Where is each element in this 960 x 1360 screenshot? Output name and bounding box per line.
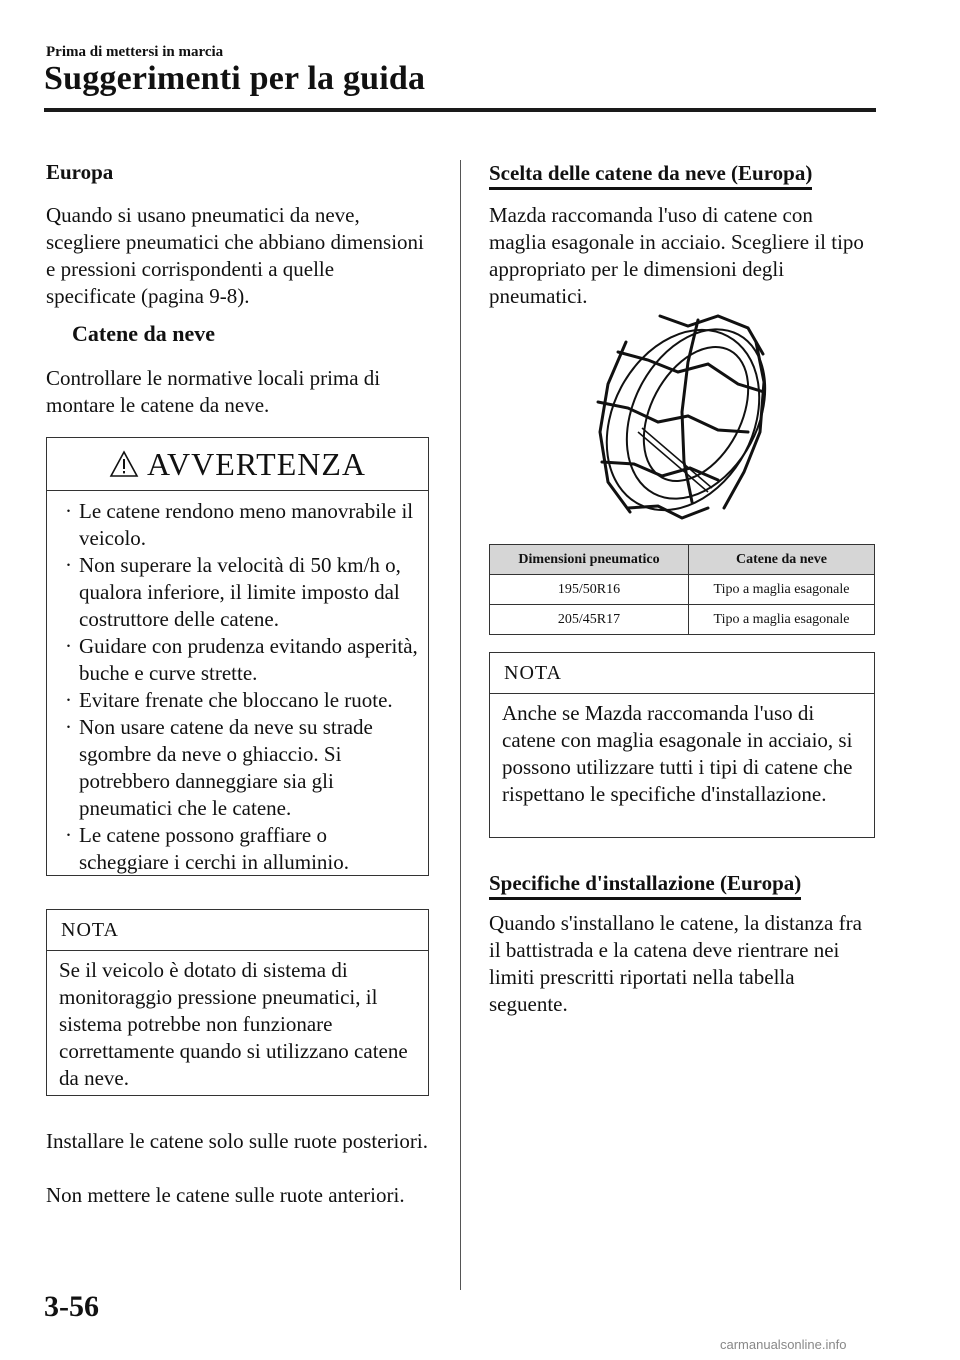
note-title: NOTA: [47, 910, 428, 951]
note-box-left: [46, 909, 429, 1096]
catene-heading: Catene da neve: [72, 321, 215, 346]
europa-heading: Europa: [46, 160, 114, 184]
warning-item: · Guidare con prudenza evitando asperità, buche e curve strette.: [69, 633, 418, 687]
note-box-right: [489, 652, 875, 838]
warning-item: · Evitare frenate che bloccano le ruote.: [69, 687, 418, 714]
chain-type-cell: Tipo a maglia esagonale: [689, 605, 875, 635]
catene-text: Controllare le normative locali prima di montare le catene da neve.: [46, 366, 381, 417]
table-header-tire-size: Dimensioni pneumatico: [490, 545, 689, 575]
warning-triangle-icon: [109, 450, 139, 478]
watermark: carmanualsonline.info: [720, 1337, 847, 1352]
warning-box: [46, 437, 429, 876]
warning-item: · Non usare catene da neve su strade sgombre da neve o ghiaccio. Si potrebbero danneggiare sia gli pneumatici che le catene.: [69, 714, 418, 822]
section-label: Prima di mettersi in marcia: [46, 44, 224, 60]
page-title: Suggerimenti per la guida: [44, 60, 426, 97]
table-row: [490, 605, 875, 635]
tire-size-cell: 195/50R16: [490, 575, 689, 605]
warning-item: · Le catene possono graffiare o scheggiare i cerchi in alluminio.: [69, 822, 418, 876]
note-text: Anche se Mazda raccomanda l'uso di catene con maglia esagonale in acciaio, si possono utilizzare tutti i tipi di catene che rispettano le specifiche d'installazione.: [502, 701, 853, 806]
europa-text: Quando si usano pneumatici da neve, scegliere pneumatici che abbiano dimensioni e pressioni corrispondenti a quelle specificate (pagina 9-8).: [46, 203, 424, 308]
chain-type-cell: Tipo a maglia esagonale: [689, 575, 875, 605]
tire-size-cell: 205/45R17: [490, 605, 689, 635]
title-rule: [44, 108, 876, 112]
warning-list: [69, 498, 418, 876]
warning-item: · Non superare la velocità di 50 km/h o, qualora inferiore, il limite imposto dal costruttore delle catene.: [69, 552, 418, 633]
warning-header: [47, 438, 428, 491]
table-header-chain-type: Catene da neve: [689, 545, 875, 575]
warning-title: AVVERTENZA: [146, 445, 367, 482]
install-text-front: Non mettere le catene sulle ruote anteriori.: [46, 1183, 405, 1207]
install-text-rear: Installare le catene solo sulle ruote posteriori.: [46, 1129, 428, 1153]
install-spec-heading: Specifiche d'installazione (Europa): [489, 871, 801, 900]
tire-chain-table: [489, 544, 875, 635]
page-number: 3-56: [44, 1290, 99, 1323]
snow-chain-illustration: [578, 312, 792, 526]
chain-choice-text: Mazda raccomanda l'uso di catene con maglia esagonale in acciaio. Scegliere il tipo appropriato per le dimensioni degli pneumatici.: [489, 203, 864, 308]
warning-item: · Le catene rendono meno manovrabile il veicolo.: [69, 498, 418, 552]
install-spec-text: Quando s'installano le catene, la distanza fra il battistrada e la catena deve rientrare nei limiti prescritti riportati nella tabella seguente.: [489, 911, 862, 1016]
note-text: Se il veicolo è dotato di sistema di monitoraggio pressione pneumatici, il sistema potrebbe non funzionare correttamente quando si utilizzano catene da neve.: [59, 958, 408, 1090]
column-divider: [460, 160, 461, 1290]
note-title: NOTA: [490, 653, 874, 694]
table-row: [490, 575, 875, 605]
chain-choice-heading: Scelta delle catene da neve (Europa): [489, 161, 812, 190]
